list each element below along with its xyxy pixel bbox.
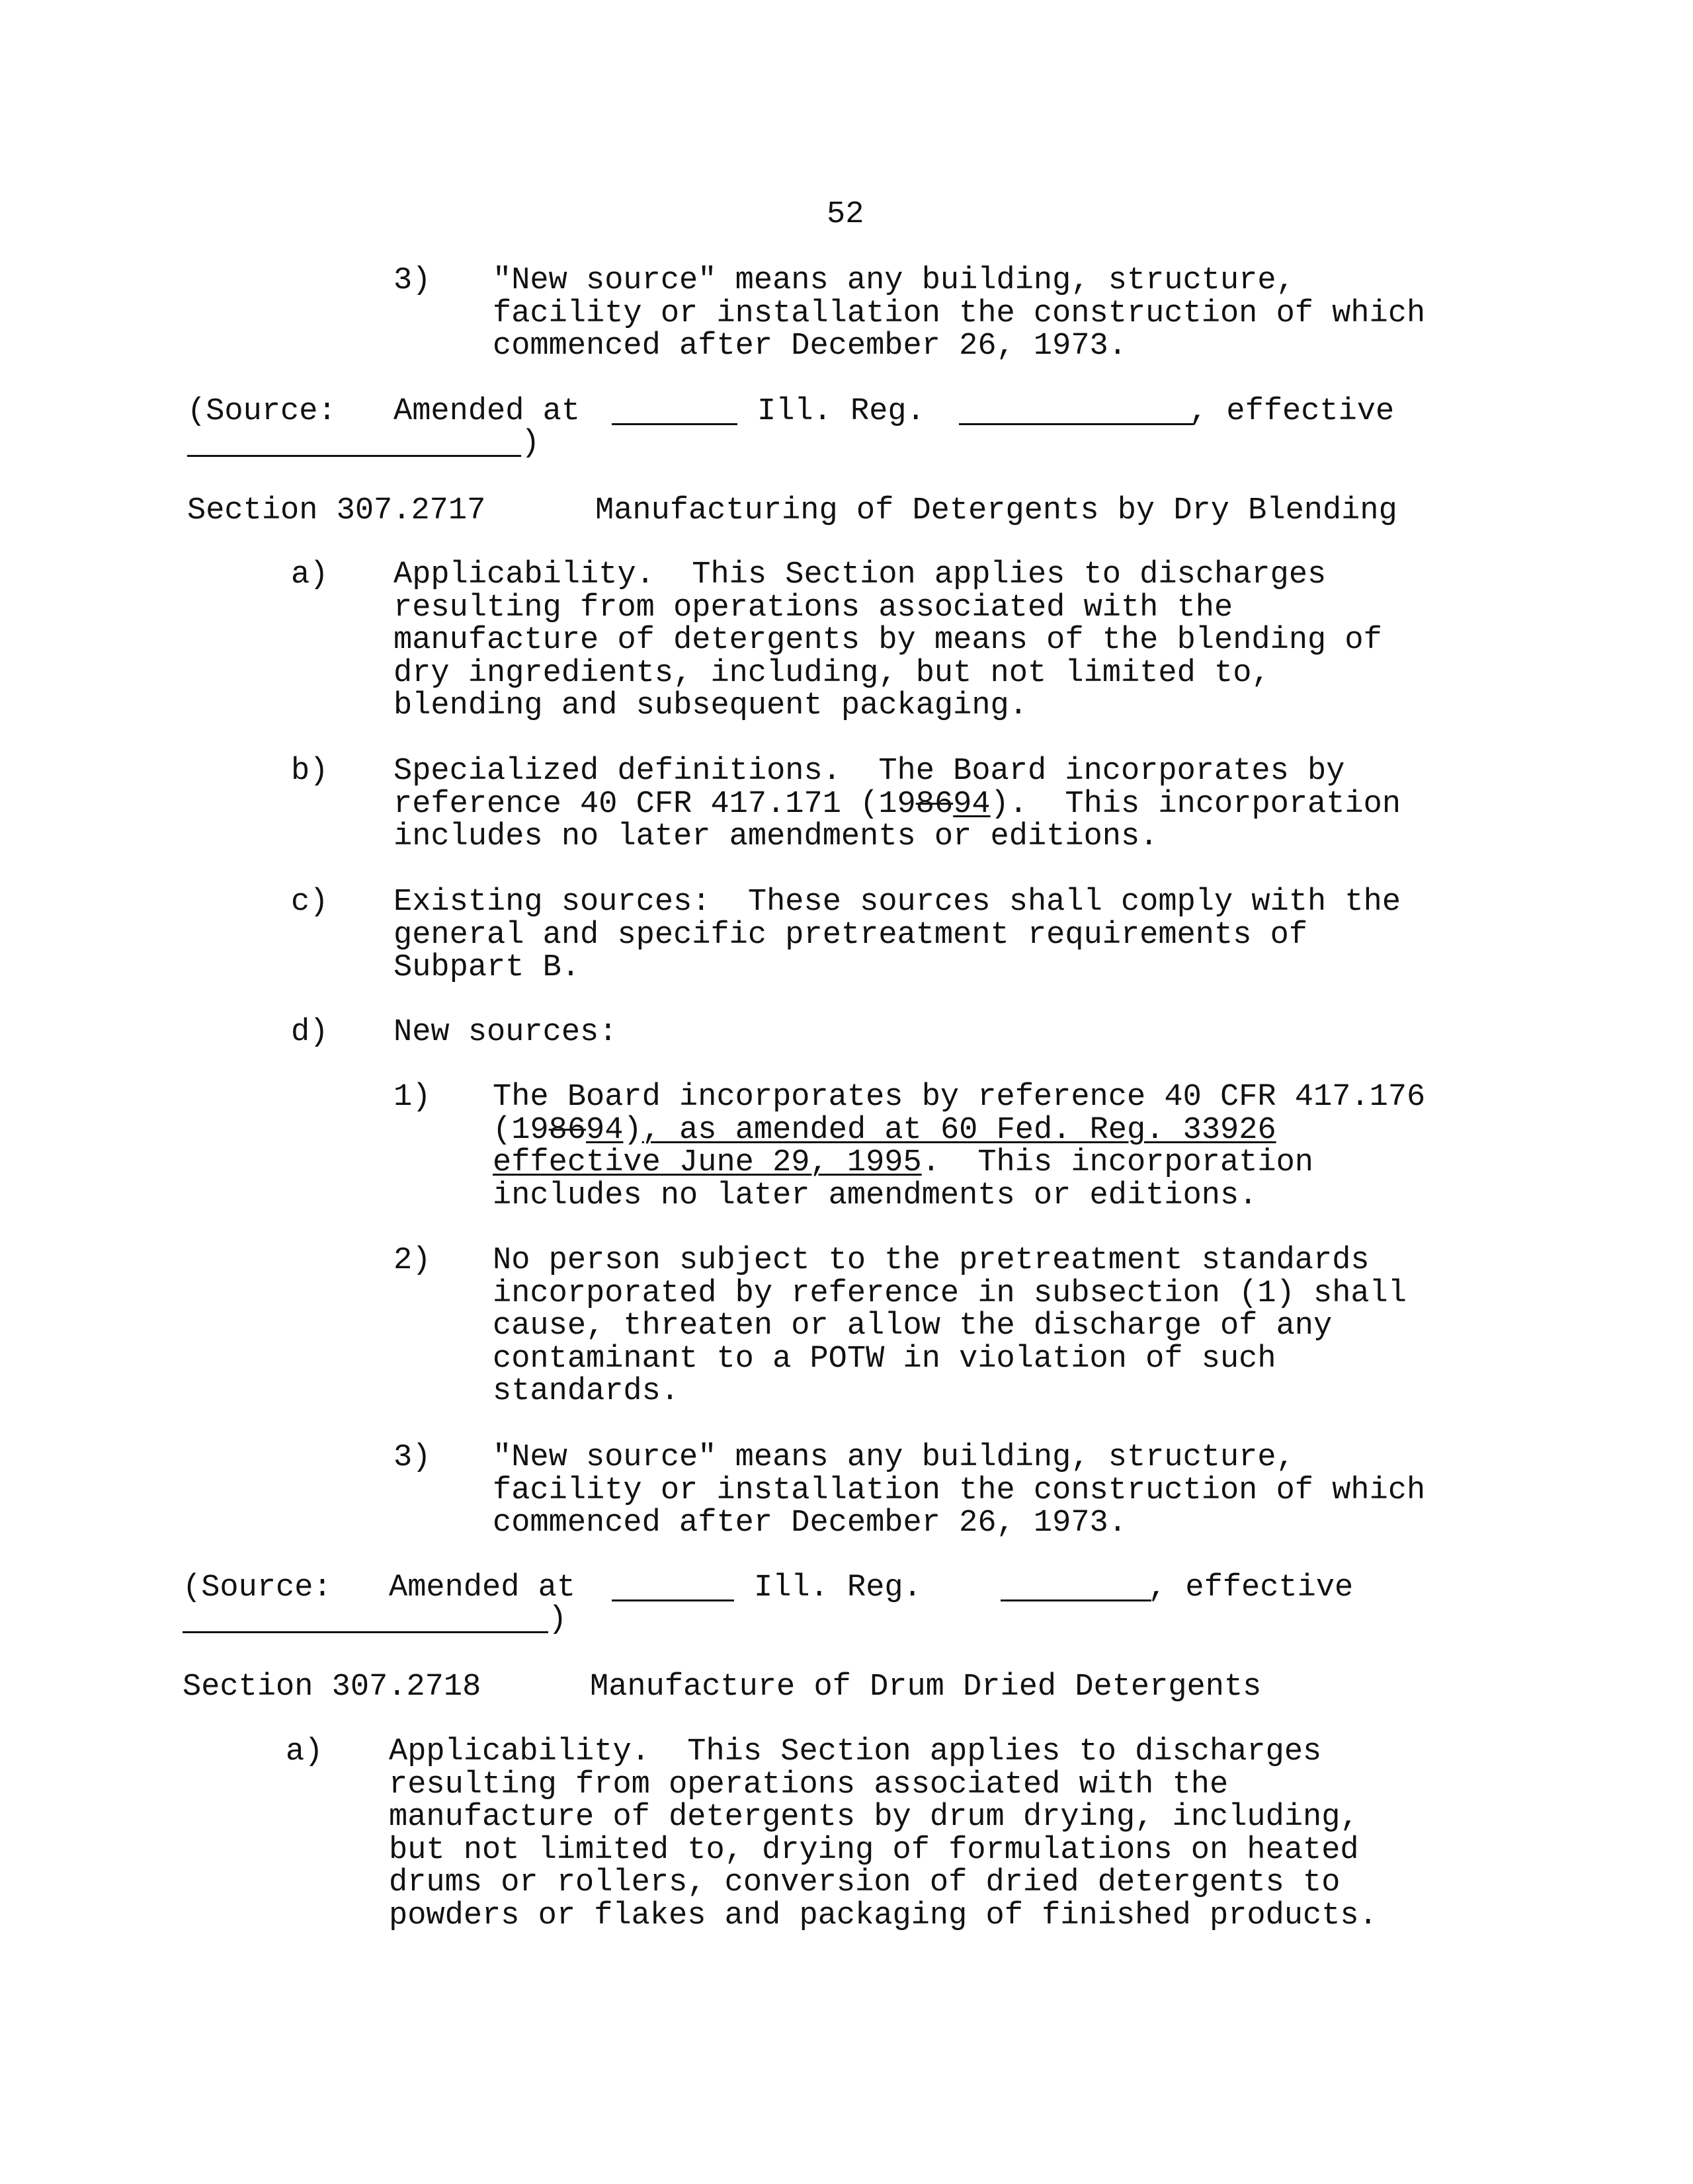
source-label: (Source: — [187, 394, 337, 429]
source-close: ) — [521, 426, 540, 461]
section-title: Manufacture of Drum Dried Detergents — [590, 1670, 1262, 1705]
item-text: "New source" means any building, structure, facility or installation the construction of which commenced after December 26, 1973. — [493, 263, 1426, 364]
source-effective: , effective — [1189, 394, 1395, 429]
section-label: Section 307.2717 — [187, 493, 486, 528]
item-number: 3) — [393, 1440, 431, 1475]
inserted-text: , as amended at 60 Fed. Reg. 33926 — [641, 1112, 1276, 1148]
page-number: 52 — [827, 197, 864, 232]
blank-date — [187, 455, 521, 457]
source-close: ) — [548, 1602, 567, 1637]
source-label: (Source: — [183, 1570, 332, 1605]
subsection-text: Specialized definitions. The Board incorporates by reference 40 CFR 417.171 (198694). This incorporation includes no later amendments or editions. — [393, 754, 1401, 854]
item-number: 2) — [393, 1243, 431, 1278]
inserted-text: effective June 29, 1995 — [493, 1145, 922, 1180]
section-title: Manufacturing of Detergents by Dry Blending — [595, 493, 1397, 528]
inserted-text: 94 — [953, 786, 991, 822]
section-label: Section 307.2718 — [183, 1670, 481, 1705]
subsection-marker: d) — [291, 1015, 329, 1050]
subsection-marker: b) — [291, 754, 329, 789]
item-text: The Board incorporates by reference 40 CFR 417.176 (198694), as amended at 60 Fed. Reg. 33926 effective June 29, 1995. This incorporation includes no later amendments or editions. — [493, 1080, 1426, 1213]
blank-volume — [612, 1599, 734, 1601]
subsection-marker: c) — [291, 885, 329, 920]
source-amended: Amended at — [393, 394, 581, 429]
subsection-text: New sources: — [393, 1015, 618, 1050]
blank-page — [959, 423, 1194, 425]
blank-volume — [612, 423, 737, 425]
source-reg: Ill. Reg. — [757, 394, 925, 429]
item-text: "New source" means any building, structure, facility or installation the construction of which commenced after December 26, 1973. — [493, 1440, 1426, 1541]
subsection-text: Existing sources: These sources shall comply with the general and specific pretreatment requirements of Subpart B. — [393, 885, 1401, 985]
source-amended: Amended at — [389, 1570, 576, 1605]
item-text: No person subject to the pretreatment standards incorporated by reference in subsection (1) shall cause, threaten or allow the discharge of any contaminant to a POTW in violation of such standards. — [493, 1243, 1407, 1409]
item-number: 3) — [393, 263, 431, 298]
subsection-marker: a) — [291, 557, 329, 592]
subsection-text: Applicability. This Section applies to discharges resulting from operations associated with the manufacture of detergents by means of the blending of dry ingredients, including, but not limited to, blending and subsequent packaging. — [393, 557, 1382, 723]
struck-text: 86 — [548, 1112, 587, 1148]
subsection-marker: a) — [286, 1734, 323, 1769]
source-effective: , effective — [1148, 1570, 1354, 1605]
subsection-text: Applicability. This Section applies to discharges resulting from operations associated with the manufacture of detergents by drum drying, including, but not limited to, drying of formulations on heated drums or rollers, conversion of dried detergents to powders or flakes and packaging of finished products. — [389, 1734, 1378, 1933]
blank-page — [1001, 1599, 1151, 1601]
struck-text: 86 — [915, 786, 954, 822]
blank-date — [183, 1631, 548, 1633]
source-reg: Ill. Reg. — [754, 1570, 922, 1605]
item-number: 1) — [393, 1080, 431, 1115]
inserted-text: 94 — [586, 1112, 624, 1148]
